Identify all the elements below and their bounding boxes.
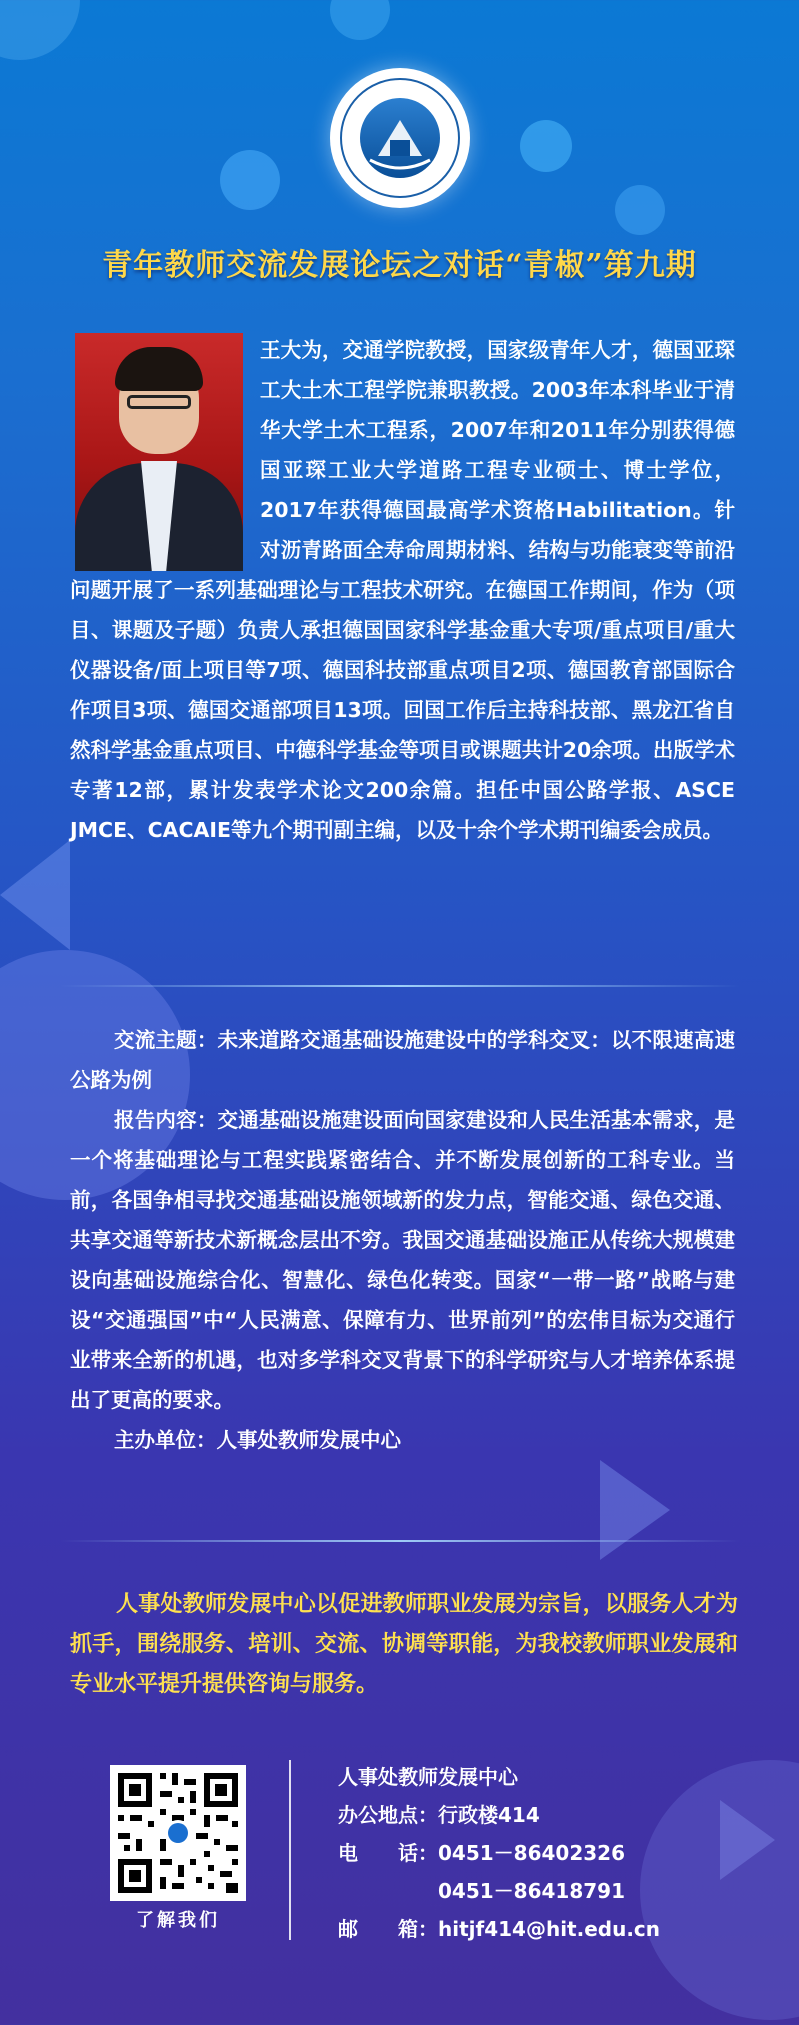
- decor-circle: [330, 0, 390, 40]
- office-value: 行政楼414: [438, 1803, 540, 1827]
- email-label: 邮 箱：: [338, 1917, 438, 1941]
- office-label: 办公地点：: [338, 1803, 438, 1827]
- qr-code-graphic: [110, 1765, 246, 1901]
- divider: [60, 1540, 740, 1542]
- contact-org-row: [338, 1758, 660, 1796]
- photo-spacer: [70, 330, 260, 570]
- contact-phone-row-2: [338, 1872, 660, 1910]
- talk-info: [70, 1020, 735, 1460]
- decor-circle: [220, 150, 280, 210]
- contact-office-row: [338, 1796, 660, 1834]
- speaker-bio-text: 王大为，交通学院教授，国家级青年人才，德国亚琛工大土木工程学院兼职教授。2003年本科毕业于清华大学土木工程系，2007年和2011年分别获得德国亚琛工业大学道路工程专业硕士、博士学位，2017年获得德国最高学术资格Habilitation。针对沥青路面全寿命周期材料、结构与功能衰变等前沿问题开展了一系列基础理论与工程技术研究。在德国工作期间，作为（项目、课题及子题）负责人承担德国国家科学基金重大专项/重点项目/重大仪器设备/面上项目等7项、德国科技部重点项目2项、德国教育部国际合作项目3项、德国交通部项目13项。回国工作后主持科技部、黑龙江省自然科学基金重点项目、中德科学基金等项目或课题共计20余项。出版学术专著12部，累计发表学术论文200余篇。担任中国公路学报、ASCE JMCE、CACAIE等九个期刊副主编，以及十余个学术期刊编委会成员。: [70, 338, 735, 842]
- decor-circle: [615, 185, 665, 235]
- forum-logo: [330, 68, 470, 208]
- talk-report: 报告内容：交通基础设施建设面向国家建设和人民生活基本需求，是一个将基础理论与工程实践紧密结合、并不断发展创新的工科专业。当前，各国争相寻找交通基础设施领域新的发力点，智能交通、绿色交通、共享交通等新技术新概念层出不穷。我国交通基础设施正从传统大规模建设向基础设施综合化、智慧化、绿色化转变。国家“一带一路”战略与建设“交通强国”中“人民满意、保障有力、世界前列”的宏伟目标为交通行业带来全新的机遇，也对多学科交叉背景下的科学研究与人才培养体系提出了更高的要求。: [70, 1108, 735, 1412]
- divider: [60, 985, 740, 987]
- phone-indent: [338, 1872, 438, 1910]
- contact-phone-row: [338, 1834, 660, 1872]
- phone-label: 电 话：: [338, 1841, 438, 1865]
- contact-org: 人事处教师发展中心: [338, 1765, 518, 1789]
- center-mission: 人事处教师发展中心以促进教师职业发展为宗旨，以服务人才为抓手，围绕服务、培训、交流、协调等职能，为我校教师职业发展和专业水平提升提供咨询与服务。: [70, 1592, 738, 1697]
- host-unit: 主办单位：人事处教师发展中心: [114, 1428, 401, 1452]
- decor-circle: [520, 120, 572, 172]
- talk-topic: 交流主题：未来道路交通基础设施建设中的学科交叉：以不限速高速公路为例: [70, 1028, 735, 1092]
- page-title: 青年教师交流发展论坛之对话“青椒”第九期: [102, 248, 697, 283]
- qr-code-icon[interactable]: [110, 1765, 246, 1901]
- decor-triangle: [0, 840, 70, 950]
- qr-label: 了解我们: [136, 1910, 220, 1931]
- decor-circle: [0, 0, 80, 60]
- speaker-bio: [70, 330, 735, 850]
- decor-triangle: [600, 1460, 670, 1560]
- decor-circle: [640, 1760, 799, 2020]
- email-link[interactable]: hitjf414@hit.edu.cn: [438, 1917, 661, 1941]
- divider-vertical: [289, 1760, 291, 1940]
- school-emblem-icon: [330, 68, 470, 208]
- phone-value-2[interactable]: 0451－86418791: [438, 1879, 625, 1903]
- phone-value-1[interactable]: 0451－86402326: [438, 1841, 625, 1865]
- contact-info: [338, 1758, 660, 1948]
- decor-triangle: [720, 1800, 775, 1880]
- contact-email-row: [338, 1910, 660, 1948]
